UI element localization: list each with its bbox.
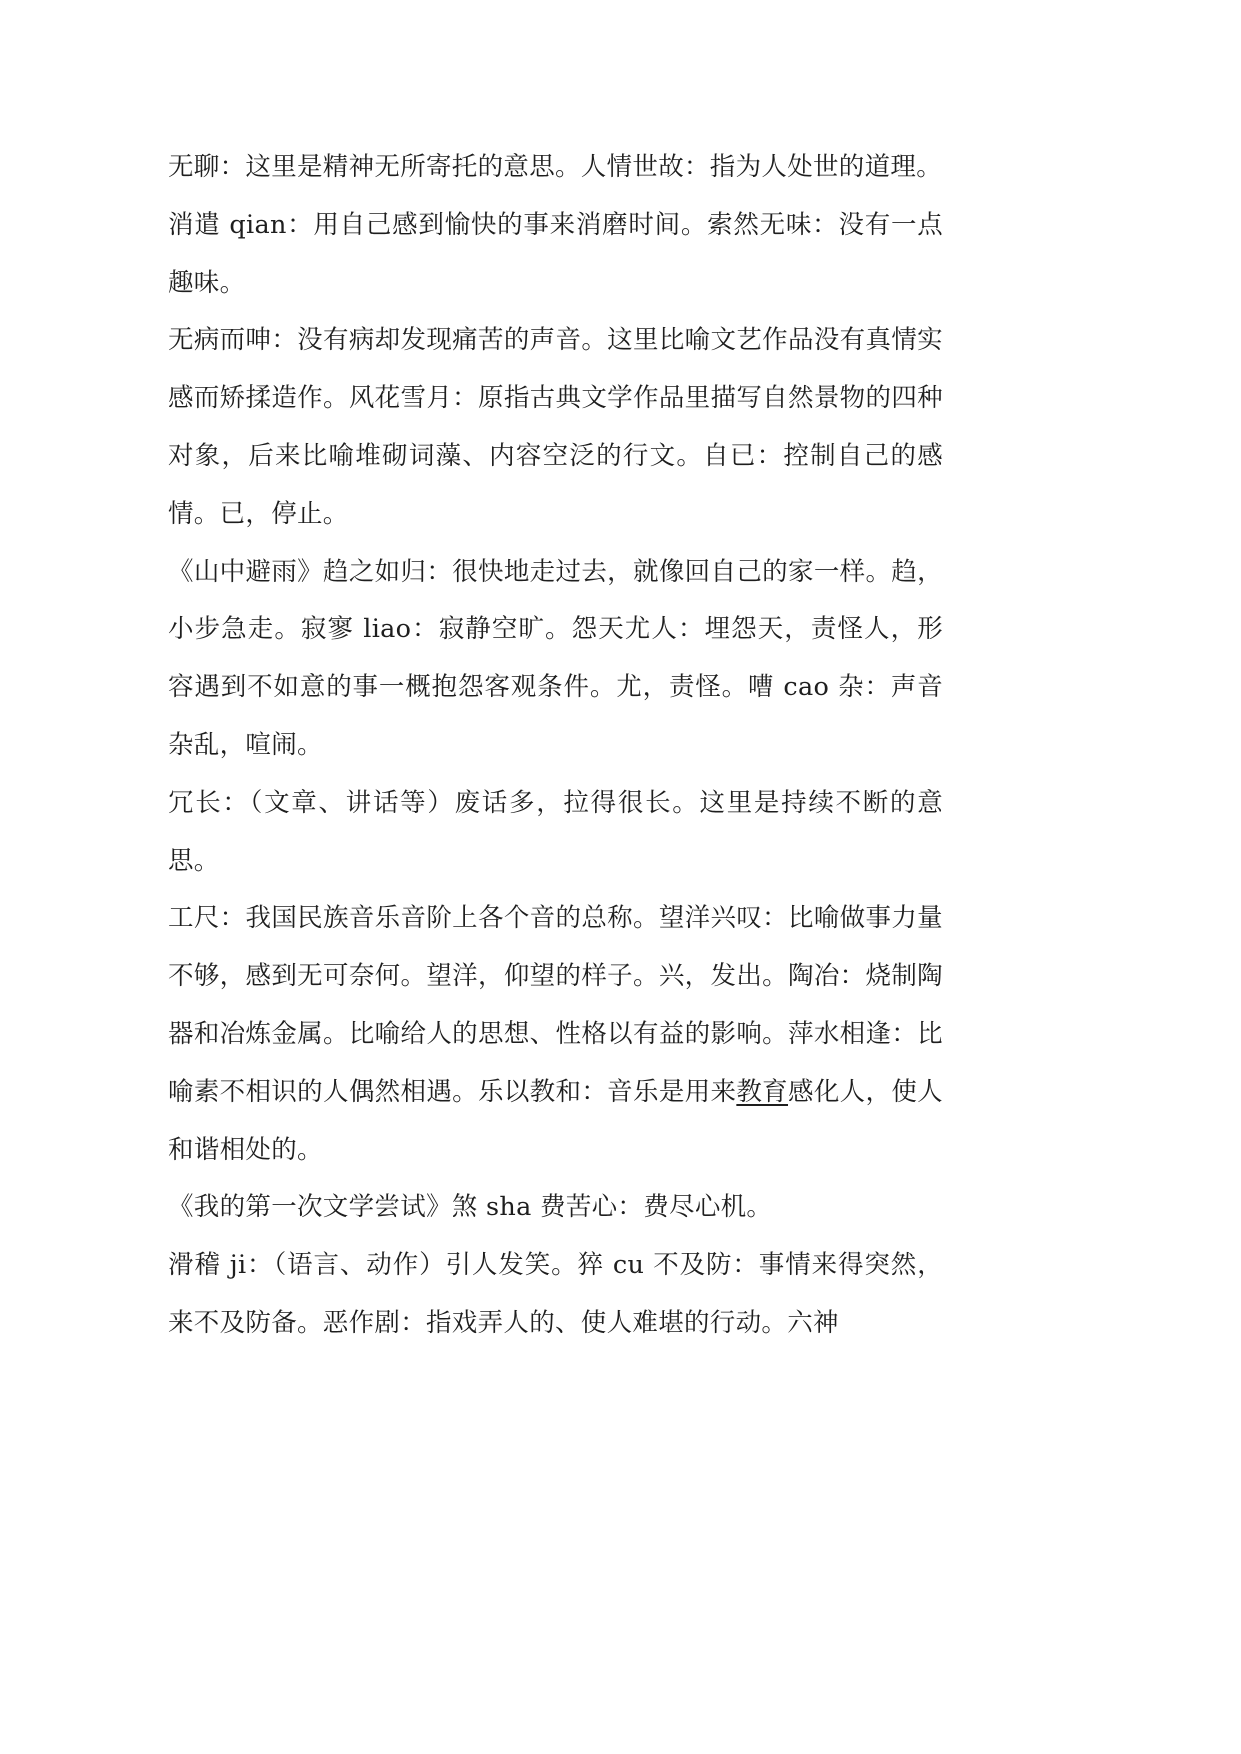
paragraph-rongchang [168, 775, 943, 891]
underlined-text: 教育 [736, 1076, 789, 1107]
paragraph-wubingershen [168, 312, 943, 543]
paragraph-wenxuechangshi [168, 1179, 943, 1237]
document-body [168, 139, 943, 1353]
paragraph-text: 《我的第一次文学尝试》煞 sha 费苦心：费尽心机。 [168, 1192, 773, 1223]
paragraph-xiaoqian [168, 197, 943, 313]
paragraph-huaji [168, 1237, 943, 1353]
paragraph-gongche [168, 890, 943, 1179]
paragraph-text: 感化人，使人和谐相处的。 [168, 1076, 943, 1165]
paragraph-text: 消遣 qian：用自己感到愉快的事来消磨时间。索然无味：没有一点趣味。 [168, 209, 943, 298]
paragraph-text: 无聊：这里是精神无所寄托的意思。人情世故：指为人处世的道理。 [168, 152, 943, 182]
paragraph-text: 滑稽 ji：（语言、动作）引人发笑。猝 cu 不及防：事情来得突然，来不及防备。恶作剧：指戏弄人的、使人难堪的行动。六神 [168, 1250, 943, 1338]
paragraph-text: 工尺：我国民族音乐音阶上各个音的总称。望洋兴叹：比喻做事力量不够，感到无可奈何。望洋，仰望的样子。兴，发出。陶冶：烧制陶器和冶炼金属。比喻给人的思想、性格以有益的影响。萍水相逢：比喻素不相识的人偶然相遇。乐以教和：音乐是用来 [168, 903, 943, 1107]
paragraph-shanzhongbiyu [168, 544, 943, 775]
paragraph-text: 冗长：（文章、讲话等）废话多，拉得很长。这里是持续不断的意思。 [168, 787, 943, 876]
paragraph-text: 《山中避雨》趋之如归：很快地走过去，就像回自己的家一样。趋，小步急走。寂寥 liao：寂静空旷。怨天尤人：埋怨天，责怪人，形容遇到不如意的事一概抱怨客观条件。尤，责怪。嘈 cao 杂：声音杂乱，喧闹。 [168, 556, 943, 760]
paragraph-text: 无病而呻：没有病却发现痛苦的声音。这里比喻文艺作品没有真情实感而矫揉造作。风花雪月：原指古典文学作品里描写自然景物的四种对象，后来比喻堆砌词藻、内容空泛的行文。自已：控制自己的感情。已，停止。 [168, 325, 943, 529]
paragraph-wuliao [168, 139, 943, 197]
